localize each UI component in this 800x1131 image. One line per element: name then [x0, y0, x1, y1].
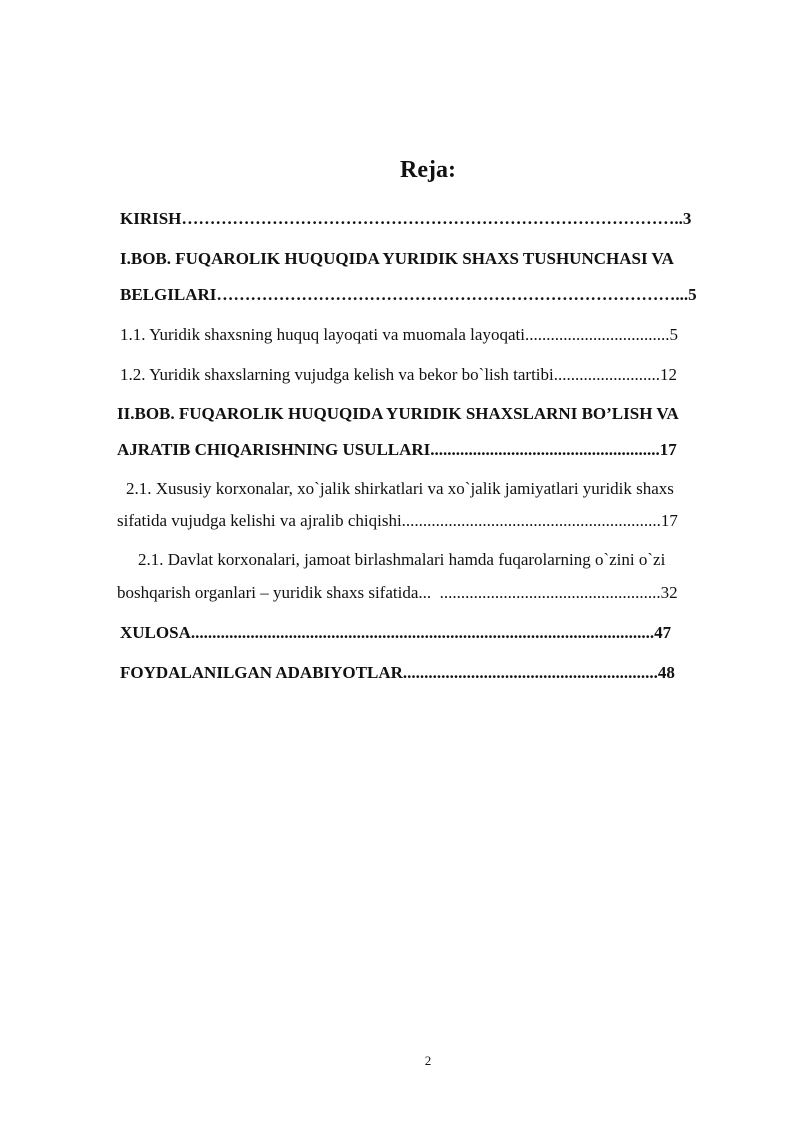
toc-entry-section-1-2: 1.2. Yuridik shaxslarning vujudga kelish va bekor bo`lish tartibi.........................12: [120, 365, 677, 384]
toc-entry-xulosa: XULOSA.............................................................................................................47: [120, 623, 672, 642]
toc-entry-chapter-1-line-2: BELGILARI………………………………………………………………………...5: [120, 285, 697, 304]
page-number: 2: [424, 1053, 432, 1068]
toc-entry-chapter-2-line-2: AJRATIB CHIQARISHNING USULLARI......................................................17: [117, 440, 677, 459]
toc-entry-section-2-2-line-2: boshqarish organlari – yuridik shaxs sifatida... ....................................................32: [117, 583, 678, 602]
toc-entry-section-2-2-line-1: 2.1. Davlat korxonalari, jamoat birlashmalari hamda fuqarolarning o`zini o`zi: [138, 550, 666, 569]
page-title: Reja:: [400, 157, 456, 183]
toc-entry-section-1-1: 1.1. Yuridik shaxsning huquq layoqati va muomala layoqati..................................5: [120, 325, 678, 344]
toc-entry-chapter-1-line-1: I.BOB. FUQAROLIK HUQUQIDA YURIDIK SHAXS TUSHUNCHASI VA: [120, 249, 674, 268]
toc-entry-section-2-1-line-1: 2.1. Xususiy korxonalar, xo`jalik shirkatlari va xo`jalik jamiyatlari yuridik shaxs: [126, 479, 674, 498]
toc-entry-section-2-1-line-2: sifatida vujudga kelishi va ajralib chiqishi.............................................................17: [117, 511, 678, 530]
toc-entry-chapter-2-line-1: II.BOB. FUQAROLIK HUQUQIDA YURIDIK SHAXSLARNI BO’LISH VA: [117, 404, 679, 423]
toc-entry-references: FOYDALANILGAN ADABIYOTLAR............................................................48: [120, 663, 675, 682]
toc-entry-kirish: KIRISH……………………………………………………………………………..3: [120, 209, 692, 228]
